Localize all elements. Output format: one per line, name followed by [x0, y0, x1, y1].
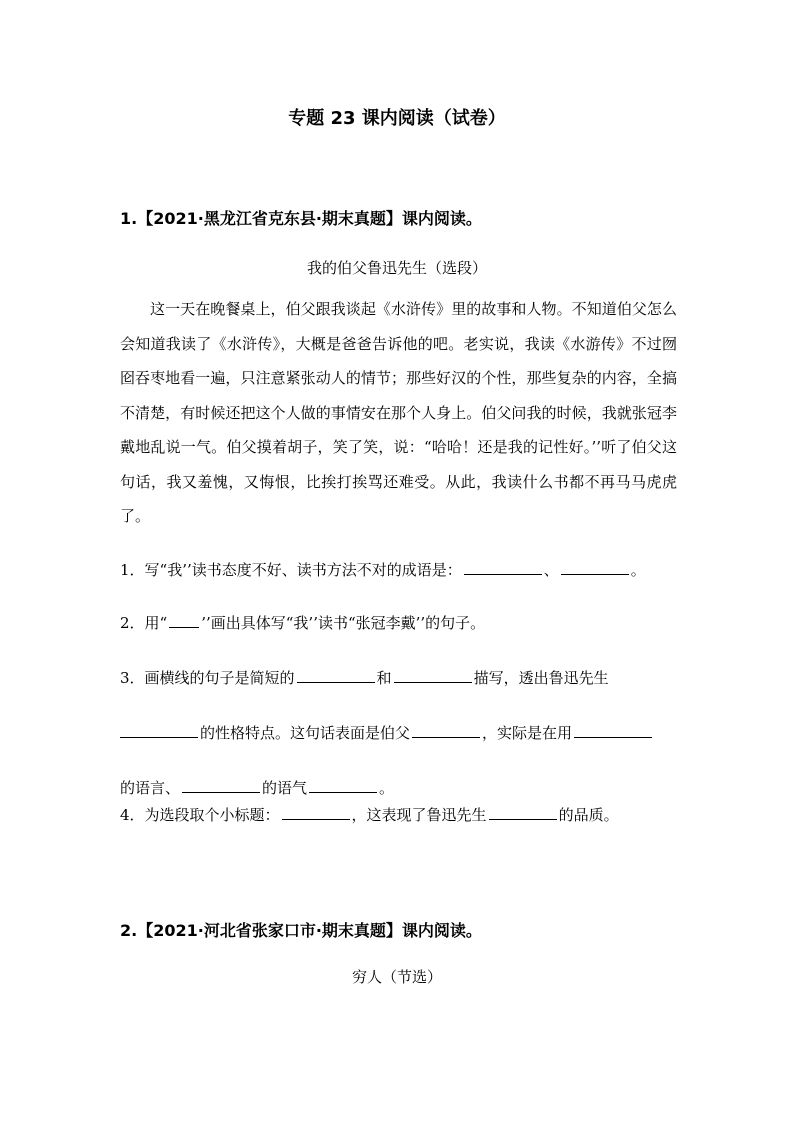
text: 的语气 — [262, 779, 308, 797]
text: 的性格特点。这句话表面是伯父 — [200, 724, 411, 742]
answer-blank[interactable] — [394, 668, 472, 683]
text: 描写，透出鲁迅先生 — [473, 669, 609, 687]
answer-blank[interactable] — [412, 723, 480, 738]
period: 。 — [630, 561, 646, 579]
sub-question-1 — [120, 543, 690, 598]
sub-question-4 — [120, 788, 690, 843]
answer-blank[interactable] — [561, 560, 629, 575]
text: 3．画横线的句子是简短的 — [120, 669, 295, 687]
text: 4．为选段取个小标题： — [120, 806, 280, 824]
text: 的品质。 — [558, 806, 619, 824]
answer-blank[interactable] — [120, 723, 198, 738]
sub-question-2-text: 2．用“ — [120, 614, 168, 632]
separator: 、 — [543, 561, 559, 579]
text: 和 — [376, 669, 392, 687]
question-2-passage-title: 穷人（节选） — [351, 968, 442, 986]
question-1-heading: 1.【2021·黑龙江省克东县·期末真题】课内阅读。 — [120, 209, 482, 228]
text: 的语言、 — [120, 779, 181, 797]
question-1-passage — [120, 292, 677, 534]
passage-text: 这一天在晚餐桌上，伯父跟我谈起《水浒传》里的故事和人物。不知道伯父怎么会知道我读了《水浒传》，大概是爸爸告诉他的吧。老实说，我读《水游传》不过囫囵吞枣地看一遍，只注意紧张动人的情节；那些好汉的个性，那些复杂的内容，全搞不清楚，有时候还把这个人做的事情安在那个人身上。伯父问我的时候，我就张冠李戴地乱说一气。伯父摸着胡子，笑了笑，说：“哈哈！还是我的记性好。’’听了伯父这句话，我又羞愧，又悔恨，比挨打挨骂还难受。从此，我读什么书都不再马马虎虎了。 — [120, 300, 677, 525]
text: ，这表现了鲁迅先生 — [351, 806, 487, 824]
answer-blank[interactable] — [574, 723, 652, 738]
sub-question-2 — [120, 596, 690, 651]
answer-blank[interactable] — [282, 805, 350, 820]
answer-blank[interactable] — [489, 805, 557, 820]
question-2-heading: 2.【2021·河北省张家口市·期末真题】课内阅读。 — [120, 921, 482, 940]
answer-blank[interactable] — [464, 560, 542, 575]
text: 。 — [379, 779, 395, 797]
underline-sample — [169, 613, 199, 628]
answer-blank[interactable] — [297, 668, 375, 683]
question-1-passage-title: 我的伯父鲁迅先生（选段） — [306, 259, 487, 277]
page-title: 专题 23 课内阅读（试卷） — [288, 108, 506, 129]
sub-question-1-text: 1．写“我’’读书态度不好、读书方法不对的成语是： — [120, 561, 462, 579]
text: ，实际是在用 — [482, 724, 573, 742]
sub-question-2-text-2: ’’画出具体写“我’’读书“张冠李戴’’的句子。 — [201, 614, 486, 632]
